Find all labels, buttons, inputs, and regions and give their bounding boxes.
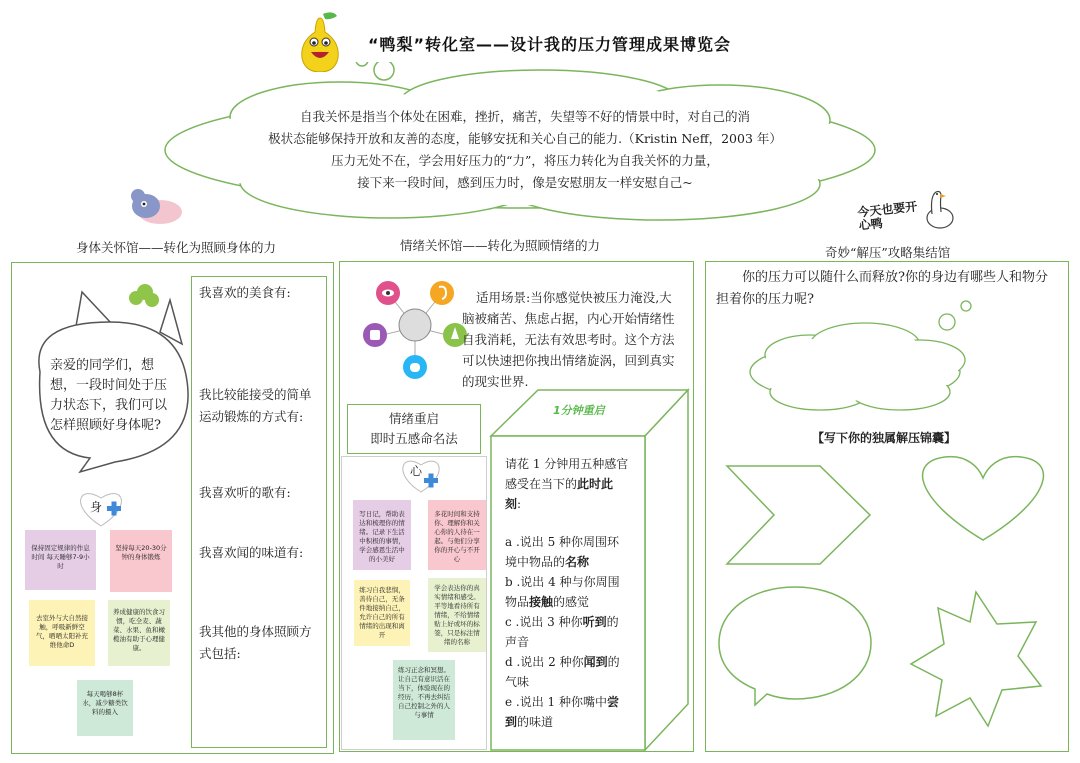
cube-title: 1分钟重启 (553, 404, 605, 417)
cube-intro-post: : (517, 497, 522, 511)
chevron-arrow-shape (722, 463, 874, 567)
emotion-scene-text (462, 287, 678, 392)
speech-circle-shape (715, 583, 875, 708)
intro-line: 接下来一段时间，感到压力时，像是安慰朋友一样安慰自己~ (357, 175, 693, 190)
note-text: 去室外与大自然接触，呼吸新鲜空气，晒晒太阳补充维他命D (36, 614, 88, 649)
body-question: 我喜欢听的歌有: (199, 485, 291, 500)
cube-step (505, 612, 629, 652)
goose-icon (920, 188, 956, 232)
step-pre: d .说出 2 种你 (505, 655, 584, 669)
release-hall-heading: 奇妙“解压”攻略集结馆 (825, 245, 951, 260)
bag-title: 【写下你的独属解压锦囊】 (812, 431, 957, 445)
logo-text: 今天也要开心鸭 (856, 199, 918, 233)
cube-intro (505, 454, 629, 514)
emotion-restart-box (347, 404, 481, 454)
step-pre: c .说出 3 种你 (505, 615, 583, 629)
cat-bubble-text (50, 356, 178, 436)
step-bold: 尝到 (505, 695, 620, 729)
note-text: 写日记，帮助表达和梳理你的情绪。记录下生活中积极的事情，学会感恩生活中的小美好 (359, 510, 405, 563)
mouse-mascot-icon (124, 186, 184, 228)
body-note (110, 530, 172, 592)
cube-step (505, 572, 629, 612)
step-post: 的感觉 (553, 595, 590, 609)
step-pre: a .说出 5 种你周围环境中物品的 (505, 535, 620, 569)
note-text: 练习正念和冥想。让自己有意识活在当下，体验现在的经历，不再去纠结自己控制之外的人与事情 (398, 666, 450, 719)
cube-step (505, 532, 629, 572)
step-pre: b .说出 4 种与你周围物品 (505, 575, 620, 609)
note-text: 练习自我悲悯，善待自己，无条件地接纳自己，允许自己的所有情绪的出现和离开 (359, 586, 405, 639)
emotion-note (393, 660, 455, 740)
step-bold: 闻到 (583, 655, 608, 669)
intro-line: 自我关怀是指当个体处在困难，挫折，痛苦，失望等不好的情景中时，对自己的消 (299, 109, 750, 124)
heart-shape (911, 454, 1055, 544)
body-question: 我其他的身体照顾方式包括: (199, 624, 312, 661)
step-bold: 听到 (582, 615, 607, 629)
body-note (108, 600, 170, 666)
note-text: 学会表达你的真实情绪和感受。平等地看待所有情绪，不给情绪贴上好或坏的标签，只是标注情绪的名称 (434, 584, 480, 646)
restart-line: 即时五感命名法 (370, 431, 458, 446)
step-bold: 接触 (529, 595, 554, 609)
emotion-note (428, 500, 486, 570)
note-text: 坚持每天20-30分钟的身体锻炼 (115, 544, 167, 561)
page-title: “鸭梨”转化室——设计我的压力管理成果博览会 (368, 35, 732, 54)
cube-step (505, 692, 629, 732)
note-text: 养成健康的饮食习惯，吃全麦、蔬菜、水果、鱼和橄榄油有助于心理健康。 (113, 608, 165, 652)
emotion-hall-heading: 情绪关怀馆——转化为照顾情绪的力 (400, 238, 601, 253)
happy-logo (857, 199, 929, 232)
body-question: 我比较能接受的简单运动锻炼的方式有: (199, 387, 312, 424)
star-shape (896, 586, 1056, 736)
step-post: 的声音 (505, 615, 619, 649)
cat-text: 亲爱的同学们，想想，一段时间处于压力状态下，我们可以怎样照顾好身体呢? (50, 358, 168, 433)
step-bold: 名称 (565, 555, 590, 569)
cube-step (505, 652, 629, 692)
body-question: 我喜欢闻的味道有: (199, 545, 304, 560)
body-note (77, 680, 133, 736)
body-note (29, 600, 95, 666)
body-question: 我喜欢的美食有: (199, 285, 291, 300)
intro-line: 极状态能够保持开放和友善的态度，能够安抚和关心自己的能力.（Kristin Neff，2003 年） (268, 131, 782, 146)
body-heart-label: 身 (90, 500, 103, 514)
note-text: 多花时间和支持你、理解你和关心你的人待在一起。与他们分享你的开心与不开心 (434, 510, 480, 563)
note-text: 保持固定规律的作息时间 每天睡够7-9小时 (31, 544, 90, 570)
note-text: 每天喝够8杯水，减少糖类饮料的摄入 (82, 690, 128, 716)
emotion-note (354, 580, 410, 646)
release-question-text: 你的压力可以随什么而释放?你的身边有哪些人和物分担着你的压力呢? (716, 270, 1048, 307)
step-pre: e .说出 1 种你嘴中 (505, 695, 607, 709)
step-post: 的气味 (505, 655, 620, 689)
cube-intro-bold: 此时此刻 (505, 477, 614, 511)
body-hall-heading: 身体关怀馆——转化为照顾身体的力 (76, 240, 277, 255)
scene-text: 适用场景:当你感觉快被压力淹没,大脑被痛苦、焦虑占据，内心开始情绪性自我消耗，无法有效思考时。这个方法可以快速把你拽出情绪旋涡，回到真实的现实世界. (462, 290, 675, 389)
emotion-note (428, 578, 486, 652)
step-post: 的味道 (517, 715, 554, 729)
body-note (25, 530, 96, 590)
intro-line: 压力无处不在，学会用好压力的“力”，将压力转化为自我关怀的力量， (331, 153, 719, 168)
emotion-note (353, 500, 411, 570)
emotion-heart-label: 心 (410, 464, 423, 478)
thought-cloud-shape (740, 300, 980, 425)
cube-intro-pre: 请花 1 分钟用五种感官感受在当下的 (505, 457, 629, 491)
restart-line: 情绪重启 (388, 411, 439, 426)
body-questions-box (191, 276, 327, 748)
intro-text (255, 106, 795, 194)
five-senses-diagram (360, 275, 470, 383)
